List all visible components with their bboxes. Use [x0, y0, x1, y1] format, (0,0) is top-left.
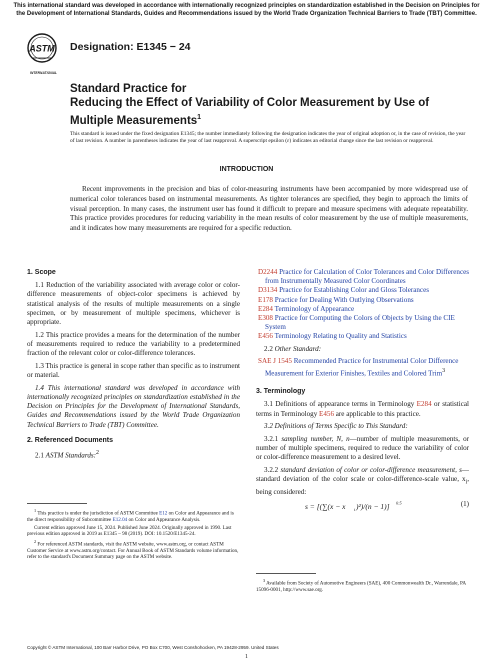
svg-text:s = [(∑(x − x: s = [(∑(x − x	[304, 502, 345, 512]
introduction-heading: INTRODUCTION	[219, 166, 274, 173]
reference-title[interactable]: Practice for Establishing Color and Gloss Tolerances	[279, 286, 429, 295]
reference-item[interactable]	[256, 268, 469, 286]
reference-title[interactable]: Recommended Practice for Instrumental Color Difference Measurement for Exterior Finishes, Textiles and Colored Trim	[265, 357, 459, 377]
reference-item[interactable]	[256, 305, 469, 314]
reference-title[interactable]: Practice for Calculation of Color Tolerances and Color Differences from Instrumentally Measured Color Coordinates	[265, 268, 470, 286]
link-e284[interactable]: E284	[416, 400, 432, 409]
section-heading-terminology: 3. Terminology	[256, 388, 306, 396]
title-footnote-mark[interactable]: 1	[197, 113, 202, 121]
paragraph-3-2-1-number: 3.2.1	[264, 434, 282, 443]
introduction-text: Recent improvements in the precision and bias of color-measuring instruments have been accompanied by more widespread use of numerical color tolerances based on instrumental measurements. As tighter tolerances are specified, they begin to approach the limits of visual perception. In many cases, the instrument user has found it difficult to prepare and measure specimens with adequate repeatability. This practice provides procedures for reducing variability in the mean results of color measurement by the use of multiple measurements, and it indicates how many measurements are required for a specific reduction.	[70, 185, 468, 233]
reference-item-sae[interactable]	[256, 357, 469, 378]
wto-notice: This international standard was developed in accordance with internationally recognized principles on standardization established in the Decision on Principles for the Development of International Standards, Guides and Recommendations issued by the World Trade Organization Technical Barriers to Trade (TBT) Committee.	[13, 3, 480, 17]
left-column	[27, 268, 240, 464]
footnotes-right	[256, 578, 469, 595]
reference-item[interactable]	[256, 314, 469, 332]
footnote-1-text-c: on Color and Appearance Analysis.	[127, 516, 201, 523]
footnote-1-text-b: on Color and Appearance and is the direct responsibility of Subcommittee	[27, 510, 234, 523]
footnote-1-text-a: This practice is under the jurisdiction of ASTM Committee	[37, 510, 160, 517]
standard-deviation-formula	[303, 500, 423, 512]
footnote-2-text: For referenced ASTM standards, visit the ASTM website, www.astm.org, or contact ASTM Customer Service at www.astm.org/contact. For Annual Book of ASTM Standards volume information, refer to the standard's Document Summary page on the ASTM website.	[27, 541, 239, 561]
section-heading-referenced-documents: 2. Referenced Documents	[27, 436, 113, 444]
svg-text:0.5: 0.5	[395, 500, 402, 506]
copyright-line: Copyright © ASTM International, 100 Barr Harbor Drive, PO Box C700, West Conshohocken, PA 19428-2959. United States	[27, 645, 279, 650]
svg-text:ASTM: ASTM	[29, 43, 55, 54]
paragraph-2-2-number: 2.2	[264, 344, 275, 353]
reference-code[interactable]: E456	[258, 332, 273, 341]
svg-text:)²)/(n − 1)]: )²)/(n − 1)]	[355, 502, 390, 512]
equation-number: (1)	[460, 500, 469, 509]
paragraph-1-4: 1.4 This international standard was developed in accordance with internationally recognized principles on standardization established in the Decision on Principles for the Development of International Standards, Guides and Recommendations issued by the World Trade Organization Technical Barriers to Trade (TBT) Committee.	[27, 383, 240, 429]
footnote-1-edition: Current edition approved June 15, 2024. Published June 2024. Originally approved in 1990. Last previous edition approved in 2019 as E1345 – 98 (2019). DOI: 10.1520/E1345-24.	[27, 524, 232, 538]
reference-title[interactable]: Practice for Computing the Colors of Objects by Using the CIE System	[265, 314, 455, 332]
footnote-2: $^2$ For referenced ASTM standards, visit the ASTM website, www.astm.org, or contact ASTM Customer Service at www.astm.org/contact. For Annual Book of ASTM Standards volume information, refer to the standard's Document Summary page on the ASTM website.	[27, 538, 239, 561]
footnote-3-text: Available from Society of Automotive Engineers (SAE), 400 Commonwealth Dr., Warrendale, PA 15096-0001, http://www.sae.org.	[256, 580, 466, 593]
footnote-3-mark[interactable]: 3	[442, 367, 446, 374]
reference-code[interactable]: SAE J 1545	[258, 357, 292, 366]
other-standard-label: Other Standard:	[274, 344, 322, 353]
paragraph-2-1-number: 2.1	[35, 451, 46, 460]
paragraph-3-2-1-text: —number of multiple measurements, or number of multiple specimens, required to reduce the variability of color or color-difference measurement to a desired level.	[256, 434, 469, 462]
issued-note: This standard is issued under the fixed designation E1345; the number immediately following the designation indicates the year of original adoption or, in the case of revision, the year of last revision. A number in parentheses indicates the year of last reapproval. A superscript epsilon (ε) indicates an editorial change since the last revision or reapproval.	[70, 131, 466, 144]
astm-logo-icon	[27, 33, 57, 69]
paragraph-3-2: 3.2 Definitions of Terms Specific to This Standard:	[264, 422, 408, 431]
paragraph-3-2-2-end: , being considered:	[256, 475, 469, 496]
reference-title[interactable]: Practice for Dealing With Outlying Observations	[274, 295, 414, 304]
paragraph-3-2-2-number: 3.2.2	[264, 466, 281, 475]
footnote-2-mark[interactable]: 2	[96, 449, 99, 456]
document-title	[70, 96, 450, 128]
link-e12-04[interactable]: E12.04	[112, 516, 128, 523]
footnote-rule-right	[256, 573, 316, 574]
reference-code[interactable]: E284	[258, 304, 273, 313]
link-e456[interactable]: E456	[319, 409, 334, 418]
reference-code[interactable]: D3134	[258, 286, 278, 295]
paragraph-3-2-2-text: —standard deviation of the color scale or color-difference-scale value, x	[256, 466, 469, 484]
paragraph-3-1-text-b: or statistical terms in Terminology	[256, 400, 469, 418]
footnote-1: $^1$ This practice is under the jurisdiction of ASTM Committee E12 on Color and Appearance and is the direct responsibility of Subcommittee E12.04 on Color and Appearance Analysis.	[27, 508, 234, 523]
paragraph-3-2-1	[256, 435, 469, 463]
term-sampling-number: sampling number, N, n	[281, 434, 350, 443]
reference-code[interactable]: E308	[258, 314, 273, 323]
paragraph-3-1-text-a: 3.1 Definitions of appearance terms in Terminology	[264, 400, 417, 409]
paragraph-2-1	[27, 449, 240, 461]
title-text: Reducing the Effect of Variability of Color Measurement by Use of Multiple Measurements	[70, 97, 430, 127]
reference-item[interactable]	[256, 332, 469, 341]
paragraph-1-1: 1.1 Reduction of the variability associated with average color or color-difference measurements of object-color specimens is achieved by statistical analysis of the results of multiple measurements on a single specimen, or by measurement of multiple specimens, whichever is appropriate.	[27, 281, 240, 327]
standard-type: Standard Practice for	[70, 83, 187, 95]
designation: Designation: E1345 − 24	[70, 41, 191, 53]
paragraph-1-3: 1.3 This practice is general in scope rather than specific as to instrument or material.	[27, 361, 240, 380]
term-standard-deviation: standard deviation of color or color-difference measurement, s	[280, 466, 462, 475]
subscript-i: i	[465, 479, 468, 486]
reference-item[interactable]	[256, 296, 469, 305]
paragraph-3-1-text-c: are applicable to this practice.	[334, 409, 421, 418]
footnote-3: $^3$ Available from Society of Automotive Engineers (SAE), 400 Commonwealth Dr., Warrendale, PA 15096-0001, http://www.sae.org.	[256, 578, 466, 593]
paragraph-1-2: 1.2 This practice provides a means for the determination of the number of measurements required to reduce the variability to a predetermined fraction of the relevant color or color-difference tolerances.	[27, 330, 240, 358]
reference-code[interactable]: D2244	[258, 268, 278, 276]
equation-1	[256, 500, 469, 512]
logo-label: INTERNATIONAL	[30, 71, 58, 75]
link-e12[interactable]: E12	[159, 510, 168, 517]
footnotes-left	[27, 508, 240, 562]
svg-text:i: i	[353, 507, 355, 513]
footnote-rule-left	[27, 503, 87, 504]
reference-list	[256, 268, 469, 342]
reference-title[interactable]: Terminology of Appearance	[274, 304, 355, 313]
right-column	[256, 268, 469, 512]
reference-code[interactable]: E178	[258, 295, 273, 304]
page-number: 1	[245, 654, 248, 660]
paragraph-3-2-2	[256, 466, 469, 497]
paragraph-2-2	[256, 345, 469, 354]
reference-title[interactable]: Terminology Relating to Quality and Statistics	[274, 332, 407, 341]
section-heading-scope: 1. Scope	[27, 269, 56, 276]
reference-item[interactable]	[256, 286, 469, 295]
astm-standards-label: ASTM Standards:	[45, 451, 97, 460]
paragraph-3-1	[256, 400, 469, 418]
